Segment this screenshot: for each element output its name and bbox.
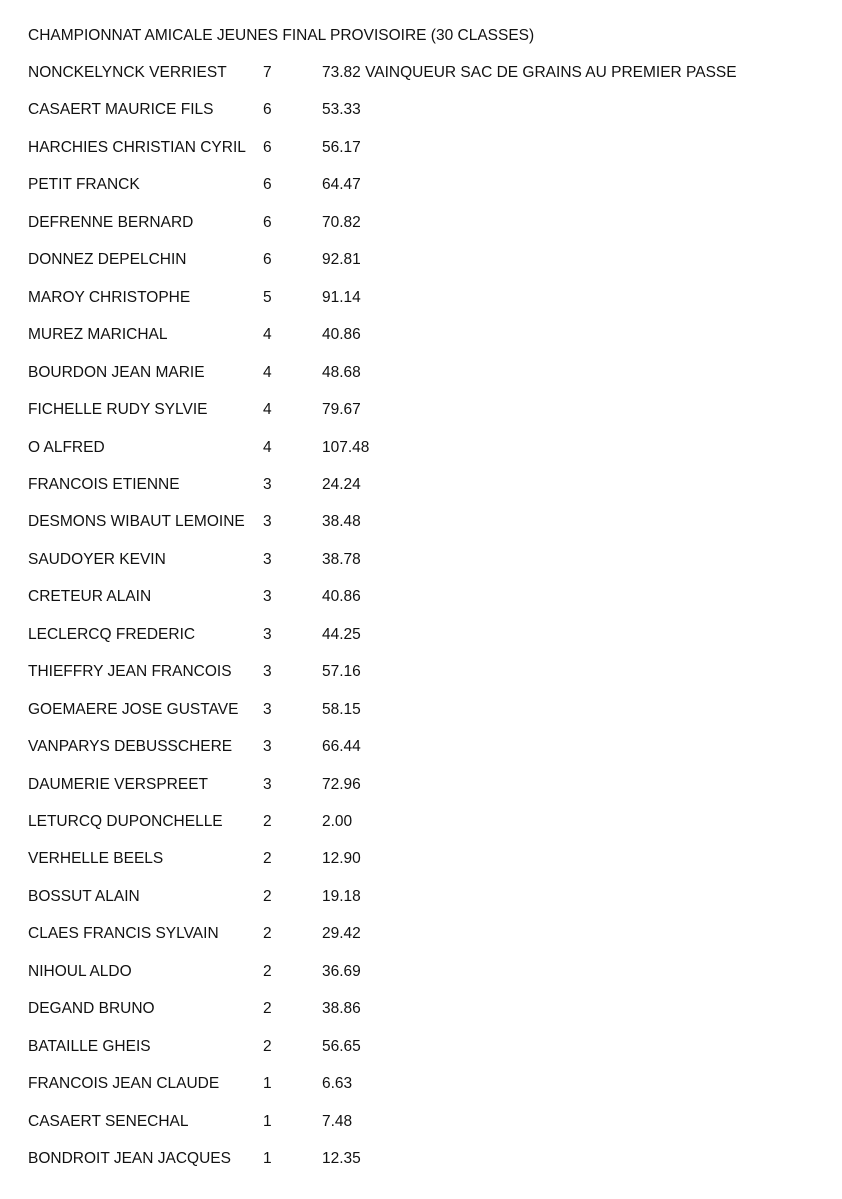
competitor-score: 4 (263, 438, 272, 456)
competitor-score: 3 (263, 775, 272, 793)
competitor-score: 3 (263, 700, 272, 718)
competitor-score: 6 (263, 138, 272, 156)
competitor-score: 3 (263, 738, 272, 756)
competitor-value: 72.96 (322, 775, 361, 793)
competitor-score: 4 (263, 401, 272, 419)
competitor-value: 70.82 (322, 213, 361, 231)
competitor-score: 3 (263, 475, 272, 493)
competitor-value: 40.86 (322, 326, 361, 344)
result-row (0, 289, 842, 311)
competitor-value: 38.48 (322, 513, 361, 531)
competitor-score: 6 (263, 176, 272, 194)
result-row (0, 513, 842, 535)
result-row (0, 813, 842, 835)
competitor-value: 12.90 (322, 850, 361, 868)
competitor-value: 40.86 (322, 588, 361, 606)
result-row (0, 738, 842, 760)
result-row (0, 1038, 842, 1060)
result-row (0, 476, 842, 498)
competitor-score: 2 (263, 962, 272, 980)
competitor-score: 2 (263, 1037, 272, 1055)
competitor-value: 79.67 (322, 401, 361, 419)
competitor-name: DESMONS WIBAUT LEMOINE (28, 513, 245, 531)
competitor-name: DONNEZ DEPELCHIN (28, 251, 187, 269)
result-row (0, 64, 842, 86)
result-row (0, 439, 842, 461)
competitor-value: 36.69 (322, 962, 361, 980)
competitor-score: 2 (263, 887, 272, 905)
competitor-name: BOSSUT ALAIN (28, 887, 140, 905)
competitor-score: 1 (263, 1150, 272, 1168)
result-row (0, 551, 842, 573)
competitor-name: FICHELLE RUDY SYLVIE (28, 401, 208, 419)
competitor-name: CASAERT MAURICE FILS (28, 101, 214, 119)
competitor-name: BATAILLE GHEIS (28, 1037, 151, 1055)
competitor-value: 2.00 (322, 813, 353, 830)
competitor-score: 3 (263, 663, 272, 681)
competitor-value: 66.44 (322, 738, 361, 756)
competitor-score: 4 (263, 363, 272, 381)
result-row (0, 663, 842, 685)
document-title: CHAMPIONNAT AMICALE JEUNES FINAL PROVISOIRE (30 CLASSES) (28, 27, 535, 44)
competitor-name: MUREZ MARICHAL (28, 326, 168, 344)
competitor-name: BOURDON JEAN MARIE (28, 363, 205, 381)
competitor-value: 53.33 (322, 101, 361, 119)
competitor-name: THIEFFRY JEAN FRANCOIS (28, 663, 232, 681)
competitor-name: O ALFRED (28, 438, 105, 456)
competitor-name: NIHOUL ALDO (28, 962, 132, 980)
competitor-name: DEFRENNE BERNARD (28, 213, 194, 231)
competitor-value: 73.82 VAINQUEUR SAC DE GRAINS AU PREMIER PASSE (322, 64, 737, 81)
competitor-value: 56.65 (322, 1037, 361, 1055)
competitor-value: 92.81 (322, 251, 361, 269)
result-row (0, 1075, 842, 1097)
result-row (0, 888, 842, 910)
result-row (0, 251, 842, 273)
competitor-score: 3 (263, 513, 272, 531)
competitor-name: VERHELLE BEELS (28, 850, 164, 868)
competitor-score: 2 (263, 925, 272, 943)
competitor-value: 29.42 (322, 925, 361, 943)
competitor-value: 64.47 (322, 176, 361, 194)
competitor-value: 24.24 (322, 475, 361, 493)
competitor-value: 107.48 (322, 438, 370, 456)
competitor-name: BONDROIT JEAN JACQUES (28, 1150, 231, 1168)
competitor-name: PETIT FRANCK (28, 176, 140, 194)
competitor-score: 3 (263, 588, 272, 606)
result-row (0, 214, 842, 236)
result-row (0, 1150, 842, 1172)
competitor-score: 6 (263, 101, 272, 119)
competitor-score: 2 (263, 1000, 272, 1018)
competitor-value: 58.15 (322, 700, 361, 718)
result-row (0, 364, 842, 386)
competitor-name: DAUMERIE VERSPREET (28, 775, 209, 793)
competitor-name: DEGAND BRUNO (28, 1000, 155, 1018)
competitor-name: CLAES FRANCIS SYLVAIN (28, 925, 219, 943)
competitor-value: 57.16 (322, 663, 361, 681)
competitor-value: 91.14 (322, 288, 361, 306)
result-row (0, 925, 842, 947)
competitor-name: FRANCOIS ETIENNE (28, 475, 180, 493)
competitor-name: LETURCQ DUPONCHELLE (28, 813, 223, 830)
competitor-name: NONCKELYNCK VERRIEST (28, 64, 227, 81)
competitor-score: 1 (263, 1112, 272, 1130)
competitor-value: 19.18 (322, 887, 361, 905)
competitor-score: 4 (263, 326, 272, 344)
competitor-value: 48.68 (322, 363, 361, 381)
result-row (0, 401, 842, 423)
competitor-score: 2 (263, 850, 272, 868)
result-row (0, 326, 842, 348)
competitor-score: 2 (263, 813, 272, 830)
result-row (0, 701, 842, 723)
result-row (0, 588, 842, 610)
competitor-value: 38.78 (322, 550, 361, 568)
competitor-score: 6 (263, 251, 272, 269)
competitor-score: 1 (263, 1075, 272, 1093)
competitor-name: VANPARYS DEBUSSCHERE (28, 738, 233, 756)
result-row (0, 1000, 842, 1022)
competitor-name: CASAERT SENECHAL (28, 1112, 189, 1130)
competitor-score: 3 (263, 625, 272, 643)
competitor-name: MAROY CHRISTOPHE (28, 288, 191, 306)
competitor-value: 38.86 (322, 1000, 361, 1018)
result-row (0, 963, 842, 985)
result-row (0, 626, 842, 648)
result-row (0, 1113, 842, 1135)
competitor-score: 5 (263, 288, 272, 306)
competitor-value: 6.63 (322, 1075, 353, 1093)
result-row (0, 176, 842, 198)
competitor-name: FRANCOIS JEAN CLAUDE (28, 1075, 220, 1093)
competitor-name: HARCHIES CHRISTIAN CYRIL (28, 138, 246, 156)
result-row (0, 139, 842, 161)
competitor-name: CRETEUR ALAIN (28, 588, 152, 606)
competitor-value: 12.35 (322, 1150, 361, 1168)
competitor-name: GOEMAERE JOSE GUSTAVE (28, 700, 239, 718)
competitor-name: SAUDOYER KEVIN (28, 550, 166, 568)
competitor-value: 7.48 (322, 1112, 353, 1130)
competitor-name: LECLERCQ FREDERIC (28, 625, 196, 643)
competitor-value: 44.25 (322, 625, 361, 643)
competitor-value: 56.17 (322, 138, 361, 156)
competitor-score: 7 (263, 64, 272, 81)
competitor-score: 3 (263, 550, 272, 568)
competitor-score: 6 (263, 213, 272, 231)
result-row (0, 776, 842, 798)
result-row (0, 101, 842, 123)
result-row (0, 850, 842, 872)
